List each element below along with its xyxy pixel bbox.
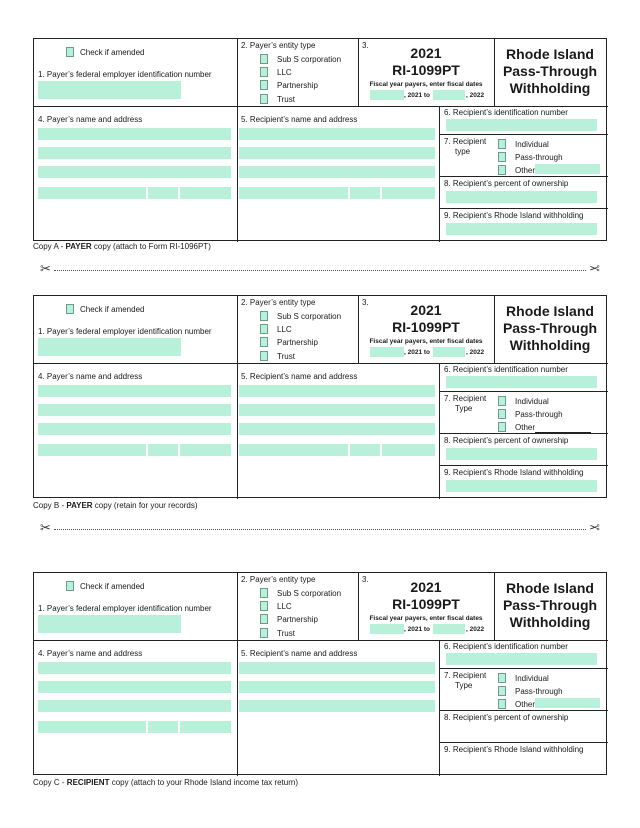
entity-trust-label: Trust (277, 629, 295, 638)
entity-llc-checkbox[interactable] (260, 67, 268, 77)
box-divider (34, 640, 608, 641)
box5-label: 5. Recipient’s name and address (241, 372, 358, 381)
entity-sub-s-label: Sub S corporation (277, 589, 342, 598)
recipient-address-field[interactable] (239, 147, 435, 159)
recipient-other-field[interactable] (535, 164, 600, 174)
recipient-zip-field[interactable] (382, 444, 435, 456)
payer-state-field[interactable] (148, 721, 178, 733)
entity-partnership-checkbox[interactable] (260, 80, 268, 90)
box8-label: 8. Recipient’s percent of ownership (444, 436, 569, 445)
entity-partnership-label: Partnership (277, 615, 318, 624)
payer-fein-field[interactable] (38, 615, 181, 633)
recipient-city-field[interactable] (239, 444, 348, 456)
fiscal-note: Fiscal year payers, enter fiscal dates (369, 615, 483, 622)
check-amended-label: Check if amended (80, 582, 145, 591)
box3-number: 3. (362, 298, 369, 307)
title-line-2: Pass-Through (502, 320, 598, 336)
copy-caption: Copy A - PAYER copy (attach to Form RI-1096PT) (33, 242, 211, 251)
fiscal-mid-text: , 2021 to (404, 349, 431, 356)
box-divider (439, 433, 608, 434)
recipient-individual-checkbox[interactable] (498, 396, 506, 406)
form-id: RI-1099PT (392, 596, 460, 612)
ownership-percent-field[interactable] (446, 191, 597, 203)
form-id: RI-1099PT (392, 62, 460, 78)
fiscal-start-field[interactable] (370, 90, 404, 100)
entity-trust-label: Trust (277, 95, 295, 104)
entity-llc-label: LLC (277, 602, 292, 611)
box-divider (439, 391, 608, 392)
title-line-3: Withholding (509, 614, 591, 630)
box2-label: 2. Payer’s entity type (241, 41, 316, 50)
ri-withholding-field[interactable] (446, 223, 597, 235)
recipient-zip-field[interactable] (382, 187, 435, 199)
amended-checkbox[interactable] (66, 47, 74, 57)
fiscal-end-field[interactable] (433, 347, 465, 357)
form-year: 2021 (410, 302, 442, 318)
entity-llc-label: LLC (277, 325, 292, 334)
title-line-2: Pass-Through (502, 63, 598, 79)
box6-label: 6. Recipient’s identification number (444, 365, 568, 374)
box-divider (439, 134, 608, 135)
recipient-individual-label: Individual (515, 674, 549, 683)
recipient-address-field[interactable] (239, 423, 435, 435)
box1-label: 1. Payer’s federal employer identification number (38, 70, 212, 79)
title-line-2: Pass-Through (502, 597, 598, 613)
payer-address-field[interactable] (38, 166, 231, 178)
box1-label: 1. Payer’s federal employer identification number (38, 327, 212, 336)
recipient-id-field[interactable] (446, 376, 597, 388)
entity-partnership-label: Partnership (277, 81, 318, 90)
recipient-address-field[interactable] (239, 404, 435, 416)
entity-llc-checkbox[interactable] (260, 324, 268, 334)
box8-label: 8. Recipient’s percent of ownership (444, 713, 569, 722)
entity-partnership-label: Partnership (277, 338, 318, 347)
recipient-address-field[interactable] (239, 700, 435, 712)
box3-number: 3. (362, 575, 369, 584)
payer-state-field[interactable] (148, 187, 178, 199)
payer-address-field[interactable] (38, 423, 231, 435)
entity-partnership-checkbox[interactable] (260, 614, 268, 624)
recipient-name-field[interactable] (239, 385, 435, 397)
payer-city-field[interactable] (38, 721, 146, 733)
box-divider (439, 176, 608, 177)
box-divider (439, 640, 440, 776)
recipient-passthrough-checkbox[interactable] (498, 686, 506, 696)
box4-label: 4. Payer’s name and address (38, 649, 143, 658)
form-year: 2021 (410, 579, 442, 595)
box3-number: 3. (362, 41, 369, 50)
scissors-icon: ✂ (40, 261, 51, 276)
recipient-city-field[interactable] (239, 187, 348, 199)
fiscal-start-field[interactable] (370, 347, 404, 357)
amended-checkbox[interactable] (66, 581, 74, 591)
entity-sub-s-label: Sub S corporation (277, 312, 342, 321)
copy-caption: Copy C - RECIPIENT copy (attach to your Rhode Island income tax return) (33, 778, 299, 787)
ri-withholding-field[interactable] (446, 480, 597, 492)
box-divider (237, 39, 238, 242)
recipient-other-field[interactable] (535, 698, 600, 708)
other-underline[interactable] (535, 425, 591, 433)
box9-label: 9. Recipient’s Rhode Island withholding (444, 211, 584, 220)
fiscal-end-text: , 2022 (466, 626, 485, 633)
recipient-other-label: Other (515, 700, 536, 709)
form-id: RI-1099PT (392, 319, 460, 335)
box5-label: 5. Recipient’s name and address (241, 649, 358, 658)
fiscal-end-field[interactable] (433, 624, 465, 634)
title-line-1: Rhode Island (506, 580, 594, 596)
recipient-passthrough-label: Pass-through (515, 153, 563, 162)
fiscal-note: Fiscal year payers, enter fiscal dates (369, 338, 483, 345)
entity-llc-label: LLC (277, 68, 292, 77)
box6-label: 6. Recipient’s identification number (444, 642, 568, 651)
box7-label: 7. Recipient (444, 671, 487, 680)
payer-zip-field[interactable] (180, 444, 231, 456)
recipient-passthrough-checkbox[interactable] (498, 152, 506, 162)
recipient-individual-label: Individual (515, 397, 549, 406)
payer-name-field[interactable] (38, 128, 231, 140)
box7-label: 7. Recipient (444, 394, 487, 403)
entity-trust-checkbox[interactable] (260, 351, 268, 361)
box8-label: 8. Recipient’s percent of ownership (444, 179, 569, 188)
fiscal-end-field[interactable] (433, 90, 465, 100)
fiscal-end-text: , 2022 (466, 349, 485, 356)
box-divider (439, 106, 440, 242)
check-amended-label: Check if amended (80, 48, 145, 57)
amended-checkbox[interactable] (66, 304, 74, 314)
payer-name-field[interactable] (38, 385, 231, 397)
entity-sub-s-checkbox[interactable] (260, 311, 268, 321)
recipient-address-field[interactable] (239, 166, 435, 178)
recipient-other-checkbox[interactable] (498, 699, 506, 709)
box5-label: 5. Recipient’s name and address (241, 115, 358, 124)
box-divider (34, 363, 608, 364)
recipient-passthrough-checkbox[interactable] (498, 409, 506, 419)
entity-sub-s-checkbox[interactable] (260, 54, 268, 64)
box-divider (439, 363, 440, 499)
recipient-address-field[interactable] (239, 681, 435, 693)
cut-line (40, 520, 600, 535)
scissors-icon: ✂ (589, 261, 600, 276)
box-divider (237, 573, 238, 776)
fiscal-mid-text: , 2021 to (404, 92, 431, 99)
box1-label: 1. Payer’s federal employer identification number (38, 604, 212, 613)
title-line-3: Withholding (509, 80, 591, 96)
box7-label: 7. Recipient (444, 137, 487, 146)
entity-sub-s-checkbox[interactable] (260, 588, 268, 598)
payer-city-field[interactable] (38, 444, 146, 456)
form-year: 2021 (410, 45, 442, 61)
title-line-1: Rhode Island (506, 303, 594, 319)
fiscal-start-field[interactable] (370, 624, 404, 634)
entity-trust-checkbox[interactable] (260, 94, 268, 104)
recipient-other-checkbox[interactable] (498, 165, 506, 175)
scissors-icon: ✂ (40, 520, 51, 535)
recipient-id-field[interactable] (446, 119, 597, 131)
payer-address-field[interactable] (38, 700, 231, 712)
dotted-line (54, 270, 586, 271)
dotted-line (54, 529, 586, 530)
fiscal-note: Fiscal year payers, enter fiscal dates (369, 81, 483, 88)
box-divider (237, 296, 238, 499)
title-line-1: Rhode Island (506, 46, 594, 62)
recipient-individual-label: Individual (515, 140, 549, 149)
payer-city-field[interactable] (38, 187, 146, 199)
box-divider (34, 106, 608, 107)
recipient-passthrough-label: Pass-through (515, 410, 563, 419)
box7-label-2: Type (455, 404, 473, 413)
entity-llc-checkbox[interactable] (260, 601, 268, 611)
recipient-name-field[interactable] (239, 128, 435, 140)
box4-label: 4. Payer’s name and address (38, 372, 143, 381)
payer-address-field[interactable] (38, 147, 231, 159)
entity-sub-s-label: Sub S corporation (277, 55, 342, 64)
payer-fein-field[interactable] (38, 338, 181, 356)
box2-label: 2. Payer’s entity type (241, 298, 316, 307)
recipient-other-checkbox[interactable] (498, 422, 506, 432)
copy-caption: Copy B - PAYER copy (retain for your records) (33, 501, 198, 510)
box-divider (439, 208, 608, 209)
check-amended-label: Check if amended (80, 305, 145, 314)
recipient-other-label: Other (515, 166, 536, 175)
recipient-state-field[interactable] (350, 444, 380, 456)
box9-label: 9. Recipient’s Rhode Island withholding (444, 468, 584, 477)
entity-trust-checkbox[interactable] (260, 628, 268, 638)
box7-label-2: Type (455, 681, 473, 690)
payer-name-field[interactable] (38, 662, 231, 674)
recipient-individual-checkbox[interactable] (498, 673, 506, 683)
cut-line (40, 261, 600, 276)
payer-state-field[interactable] (148, 444, 178, 456)
entity-trust-label: Trust (277, 352, 295, 361)
payer-address-field[interactable] (38, 681, 231, 693)
entity-partnership-checkbox[interactable] (260, 337, 268, 347)
ownership-percent-field[interactable] (446, 448, 597, 460)
recipient-state-field[interactable] (350, 187, 380, 199)
box-divider (439, 710, 608, 711)
payer-fein-field[interactable] (38, 81, 181, 99)
box6-label: 6. Recipient’s identification number (444, 108, 568, 117)
recipient-individual-checkbox[interactable] (498, 139, 506, 149)
box2-label: 2. Payer’s entity type (241, 575, 316, 584)
box-divider (439, 465, 608, 466)
scissors-icon: ✂ (589, 520, 600, 535)
recipient-passthrough-label: Pass-through (515, 687, 563, 696)
box-divider (439, 668, 608, 669)
payer-zip-field[interactable] (180, 187, 231, 199)
recipient-name-field[interactable] (239, 662, 435, 674)
recipient-other-label: Other (515, 423, 591, 433)
box-divider (439, 742, 608, 743)
fiscal-end-text: , 2022 (466, 92, 485, 99)
box4-label: 4. Payer’s name and address (38, 115, 143, 124)
payer-zip-field[interactable] (180, 721, 231, 733)
title-line-3: Withholding (509, 337, 591, 353)
payer-address-field[interactable] (38, 404, 231, 416)
recipient-id-field[interactable] (446, 653, 597, 665)
box9-label: 9. Recipient’s Rhode Island withholding (444, 745, 584, 754)
fiscal-mid-text: , 2021 to (404, 626, 431, 633)
box7-label-2: type (455, 147, 471, 156)
